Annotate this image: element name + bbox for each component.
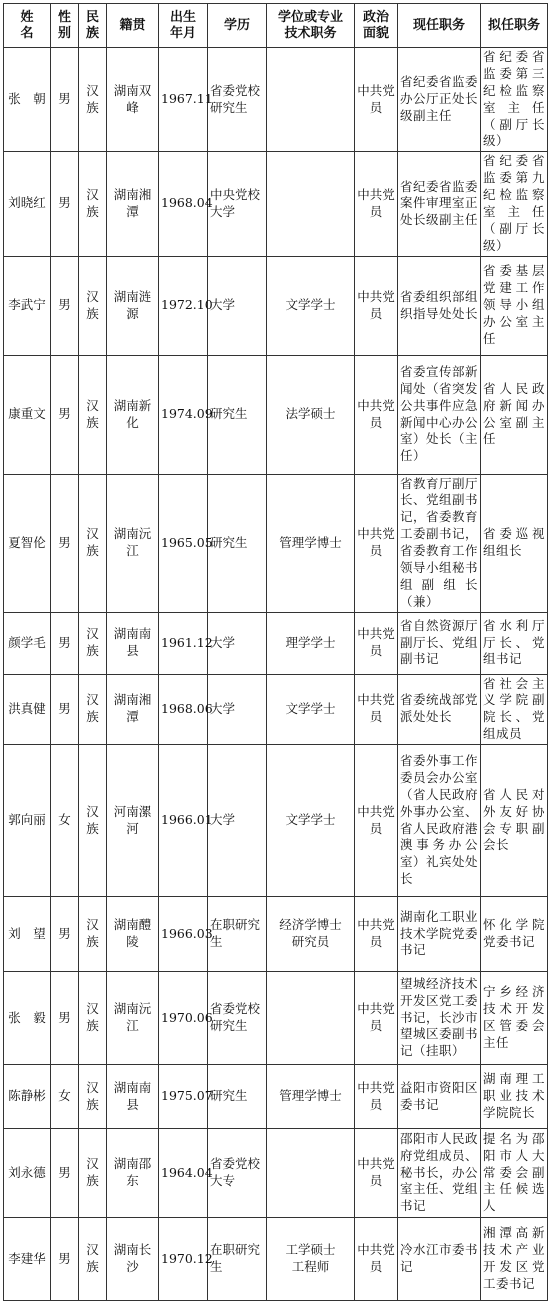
cell-birth: 1966.03	[159, 897, 208, 972]
cell-ethnicity: 汉族	[79, 745, 107, 897]
cell-name: 颜学毛	[4, 612, 51, 674]
cell-birth: 1966.01	[159, 745, 208, 897]
cell-education: 省委党校研究生	[208, 48, 267, 152]
cell-gender: 男	[51, 972, 79, 1065]
cell-gender: 男	[51, 256, 79, 355]
cell-education: 研究生	[208, 474, 267, 612]
cell-party: 中共党员	[355, 612, 398, 674]
cell-party: 中共党员	[355, 972, 398, 1065]
cell-gender: 男	[51, 152, 79, 256]
cell-party: 中共党员	[355, 745, 398, 897]
table-row	[4, 674, 548, 745]
header-name: 姓 名	[4, 4, 51, 48]
header-current-post: 现任职务	[398, 4, 481, 48]
cell-current-post: 省委宣传部新闻处（省突发公共事件应急新闻中心办公室）处长（主任）	[398, 355, 481, 474]
cell-ethnicity: 汉族	[79, 674, 107, 745]
cell-gender: 男	[51, 612, 79, 674]
cell-education: 省委党校大专	[208, 1129, 267, 1218]
cell-degree: 文学学士	[267, 745, 355, 897]
cell-birth: 1972.10	[159, 256, 208, 355]
cell-party: 中共党员	[355, 355, 398, 474]
cell-origin: 湖南湘潭	[107, 674, 159, 745]
table-row	[4, 1218, 548, 1301]
header-education: 学历	[208, 4, 267, 48]
cell-education: 在职研究生	[208, 897, 267, 972]
cell-education: 在职研究生	[208, 1218, 267, 1301]
cell-birth: 1968.06	[159, 674, 208, 745]
cell-origin: 湖南双峰	[107, 48, 159, 152]
cell-education: 大学	[208, 256, 267, 355]
header-birth: 出生 年月	[159, 4, 208, 48]
cell-proposed-post: 湘潭高新技术产业开发区党工委书记	[481, 1218, 548, 1301]
table-row	[4, 1129, 548, 1218]
cell-proposed-post: 省委基层党建工作领导小组办公室主任	[481, 256, 548, 355]
table-row	[4, 1065, 548, 1129]
cell-current-post: 省自然资源厅副厅长、党组副书记	[398, 612, 481, 674]
cell-proposed-post: 省人民政府新闻办公室副主任	[481, 355, 548, 474]
cell-origin: 湖南沅江	[107, 474, 159, 612]
cell-name: 洪真健	[4, 674, 51, 745]
header-gender: 性 别	[51, 4, 79, 48]
header-party: 政治 面貌	[355, 4, 398, 48]
cell-proposed-post: 省纪委省监委第九纪检监察室主任（副厅长级）	[481, 152, 548, 256]
header-row	[4, 4, 548, 48]
cell-degree: 法学硕士	[267, 355, 355, 474]
cell-gender: 女	[51, 1065, 79, 1129]
cell-birth: 1965.05	[159, 474, 208, 612]
cell-education: 研究生	[208, 1065, 267, 1129]
cell-party: 中共党员	[355, 1065, 398, 1129]
cell-gender: 女	[51, 745, 79, 897]
cell-party: 中共党员	[355, 1218, 398, 1301]
cell-ethnicity: 汉族	[79, 897, 107, 972]
cell-education: 中央党校大学	[208, 152, 267, 256]
header-origin: 籍贯	[107, 4, 159, 48]
cell-ethnicity: 汉族	[79, 355, 107, 474]
cell-party: 中共党员	[355, 256, 398, 355]
header-proposed-post: 拟任职务	[481, 4, 548, 48]
cell-origin: 湖南醴陵	[107, 897, 159, 972]
cell-name: 康重文	[4, 355, 51, 474]
cell-origin: 湖南南县	[107, 1065, 159, 1129]
cell-birth: 1974.09	[159, 355, 208, 474]
cell-name: 陈静彬	[4, 1065, 51, 1129]
cell-degree: 管理学博士	[267, 1065, 355, 1129]
cell-birth: 1968.04	[159, 152, 208, 256]
cell-name: 李建华	[4, 1218, 51, 1301]
cell-origin: 湖南南县	[107, 612, 159, 674]
cell-name: 张 毅	[4, 972, 51, 1065]
cell-ethnicity: 汉族	[79, 1065, 107, 1129]
cell-gender: 男	[51, 355, 79, 474]
table-row	[4, 745, 548, 897]
cell-degree: 文学学士	[267, 674, 355, 745]
cell-origin: 河南漯河	[107, 745, 159, 897]
cell-degree	[267, 152, 355, 256]
table-row	[4, 152, 548, 256]
cell-origin: 湖南新化	[107, 355, 159, 474]
cell-degree	[267, 48, 355, 152]
cell-name: 夏智伦	[4, 474, 51, 612]
cell-proposed-post: 省纪委省监委第三纪检监察室主任（副厅长级）	[481, 48, 548, 152]
cell-education: 省委党校研究生	[208, 972, 267, 1065]
cell-party: 中共党员	[355, 674, 398, 745]
cell-birth: 1970.06	[159, 972, 208, 1065]
cell-current-post: 省委统战部党派处处长	[398, 674, 481, 745]
cell-name: 郭向丽	[4, 745, 51, 897]
cell-name: 张 朝	[4, 48, 51, 152]
cell-proposed-post: 湖南理工职业技术学院院长	[481, 1065, 548, 1129]
cell-gender: 男	[51, 674, 79, 745]
cell-proposed-post: 省人民对外友好协会专职副会长	[481, 745, 548, 897]
header-degree: 学位或专业 技术职务	[267, 4, 355, 48]
cell-ethnicity: 汉族	[79, 1129, 107, 1218]
cell-ethnicity: 汉族	[79, 256, 107, 355]
cell-ethnicity: 汉族	[79, 152, 107, 256]
cell-birth: 1970.12	[159, 1218, 208, 1301]
cell-origin: 湖南湘潭	[107, 152, 159, 256]
cell-gender: 男	[51, 897, 79, 972]
cell-birth: 1961.12	[159, 612, 208, 674]
cell-current-post: 省教育厅副厅长、党组副书记，省委教育工委副书记，省委教育工作领导小组秘书组副组长（兼）	[398, 474, 481, 612]
cell-party: 中共党员	[355, 897, 398, 972]
cell-current-post: 省委组织部组织指导处处长	[398, 256, 481, 355]
cell-birth: 1967.11	[159, 48, 208, 152]
cell-ethnicity: 汉族	[79, 972, 107, 1065]
table-row	[4, 972, 548, 1065]
cell-gender: 男	[51, 1129, 79, 1218]
cell-current-post: 望城经济技术开发区党工委书记，长沙市望城区委副书记（挂职）	[398, 972, 481, 1065]
table-row	[4, 355, 548, 474]
cell-ethnicity: 汉族	[79, 48, 107, 152]
cell-origin: 湖南邵东	[107, 1129, 159, 1218]
cell-ethnicity: 汉族	[79, 612, 107, 674]
cell-degree: 管理学博士	[267, 474, 355, 612]
cell-name: 刘 望	[4, 897, 51, 972]
cell-degree	[267, 1129, 355, 1218]
cell-ethnicity: 汉族	[79, 1218, 107, 1301]
table-body	[4, 48, 548, 1301]
cell-current-post: 益阳市资阳区委书记	[398, 1065, 481, 1129]
cell-proposed-post: 怀化学院党委书记	[481, 897, 548, 972]
table-row	[4, 256, 548, 355]
cell-current-post: 邵阳市人民政府党组成员、秘书长，办公室主任、党组书记	[398, 1129, 481, 1218]
cell-proposed-post: 省委巡视组组长	[481, 474, 548, 612]
cell-ethnicity: 汉族	[79, 474, 107, 612]
cell-gender: 男	[51, 474, 79, 612]
cell-degree: 经济学博士 研究员	[267, 897, 355, 972]
cell-proposed-post: 省社会主义学院副院长、党组成员	[481, 674, 548, 745]
cell-party: 中共党员	[355, 1129, 398, 1218]
cell-degree: 文学学士	[267, 256, 355, 355]
cell-name: 李武宁	[4, 256, 51, 355]
table-row	[4, 897, 548, 972]
cell-proposed-post: 提名为邵阳市人大常委会副主任候选人	[481, 1129, 548, 1218]
cell-current-post: 省委外事工作委员会办公室（省人民政府外事办公室、省人民政府港澳事务办公室）礼宾处处长	[398, 745, 481, 897]
cell-degree: 工学硕士 工程师	[267, 1218, 355, 1301]
cell-degree: 理学学士	[267, 612, 355, 674]
cell-origin: 湖南长沙	[107, 1218, 159, 1301]
cell-name: 刘晓红	[4, 152, 51, 256]
table-row	[4, 474, 548, 612]
cell-gender: 男	[51, 1218, 79, 1301]
cell-birth: 1975.07	[159, 1065, 208, 1129]
cell-education: 研究生	[208, 355, 267, 474]
cell-education: 大学	[208, 674, 267, 745]
cell-education: 大学	[208, 612, 267, 674]
cell-party: 中共党员	[355, 474, 398, 612]
cell-education: 大学	[208, 745, 267, 897]
cell-current-post: 湖南化工职业技术学院党委书记	[398, 897, 481, 972]
cell-current-post: 冷水江市委书记	[398, 1218, 481, 1301]
cell-gender: 男	[51, 48, 79, 152]
cell-proposed-post: 省水利厅厅长、党组书记	[481, 612, 548, 674]
cell-current-post: 省纪委省监委案件审理室正处长级副主任	[398, 152, 481, 256]
cell-party: 中共党员	[355, 152, 398, 256]
cell-degree	[267, 972, 355, 1065]
cell-party: 中共党员	[355, 48, 398, 152]
cell-current-post: 省纪委省监委办公厅正处长级副主任	[398, 48, 481, 152]
cadre-table	[3, 3, 548, 1301]
header-ethnicity: 民 族	[79, 4, 107, 48]
cell-proposed-post: 宁乡经济技术开发区管委会主任	[481, 972, 548, 1065]
cell-birth: 1964.04	[159, 1129, 208, 1218]
table-header	[4, 4, 548, 48]
table-row	[4, 612, 548, 674]
cell-origin: 湖南涟源	[107, 256, 159, 355]
cell-origin: 湖南沅江	[107, 972, 159, 1065]
table-row	[4, 48, 548, 152]
cell-name: 刘永德	[4, 1129, 51, 1218]
